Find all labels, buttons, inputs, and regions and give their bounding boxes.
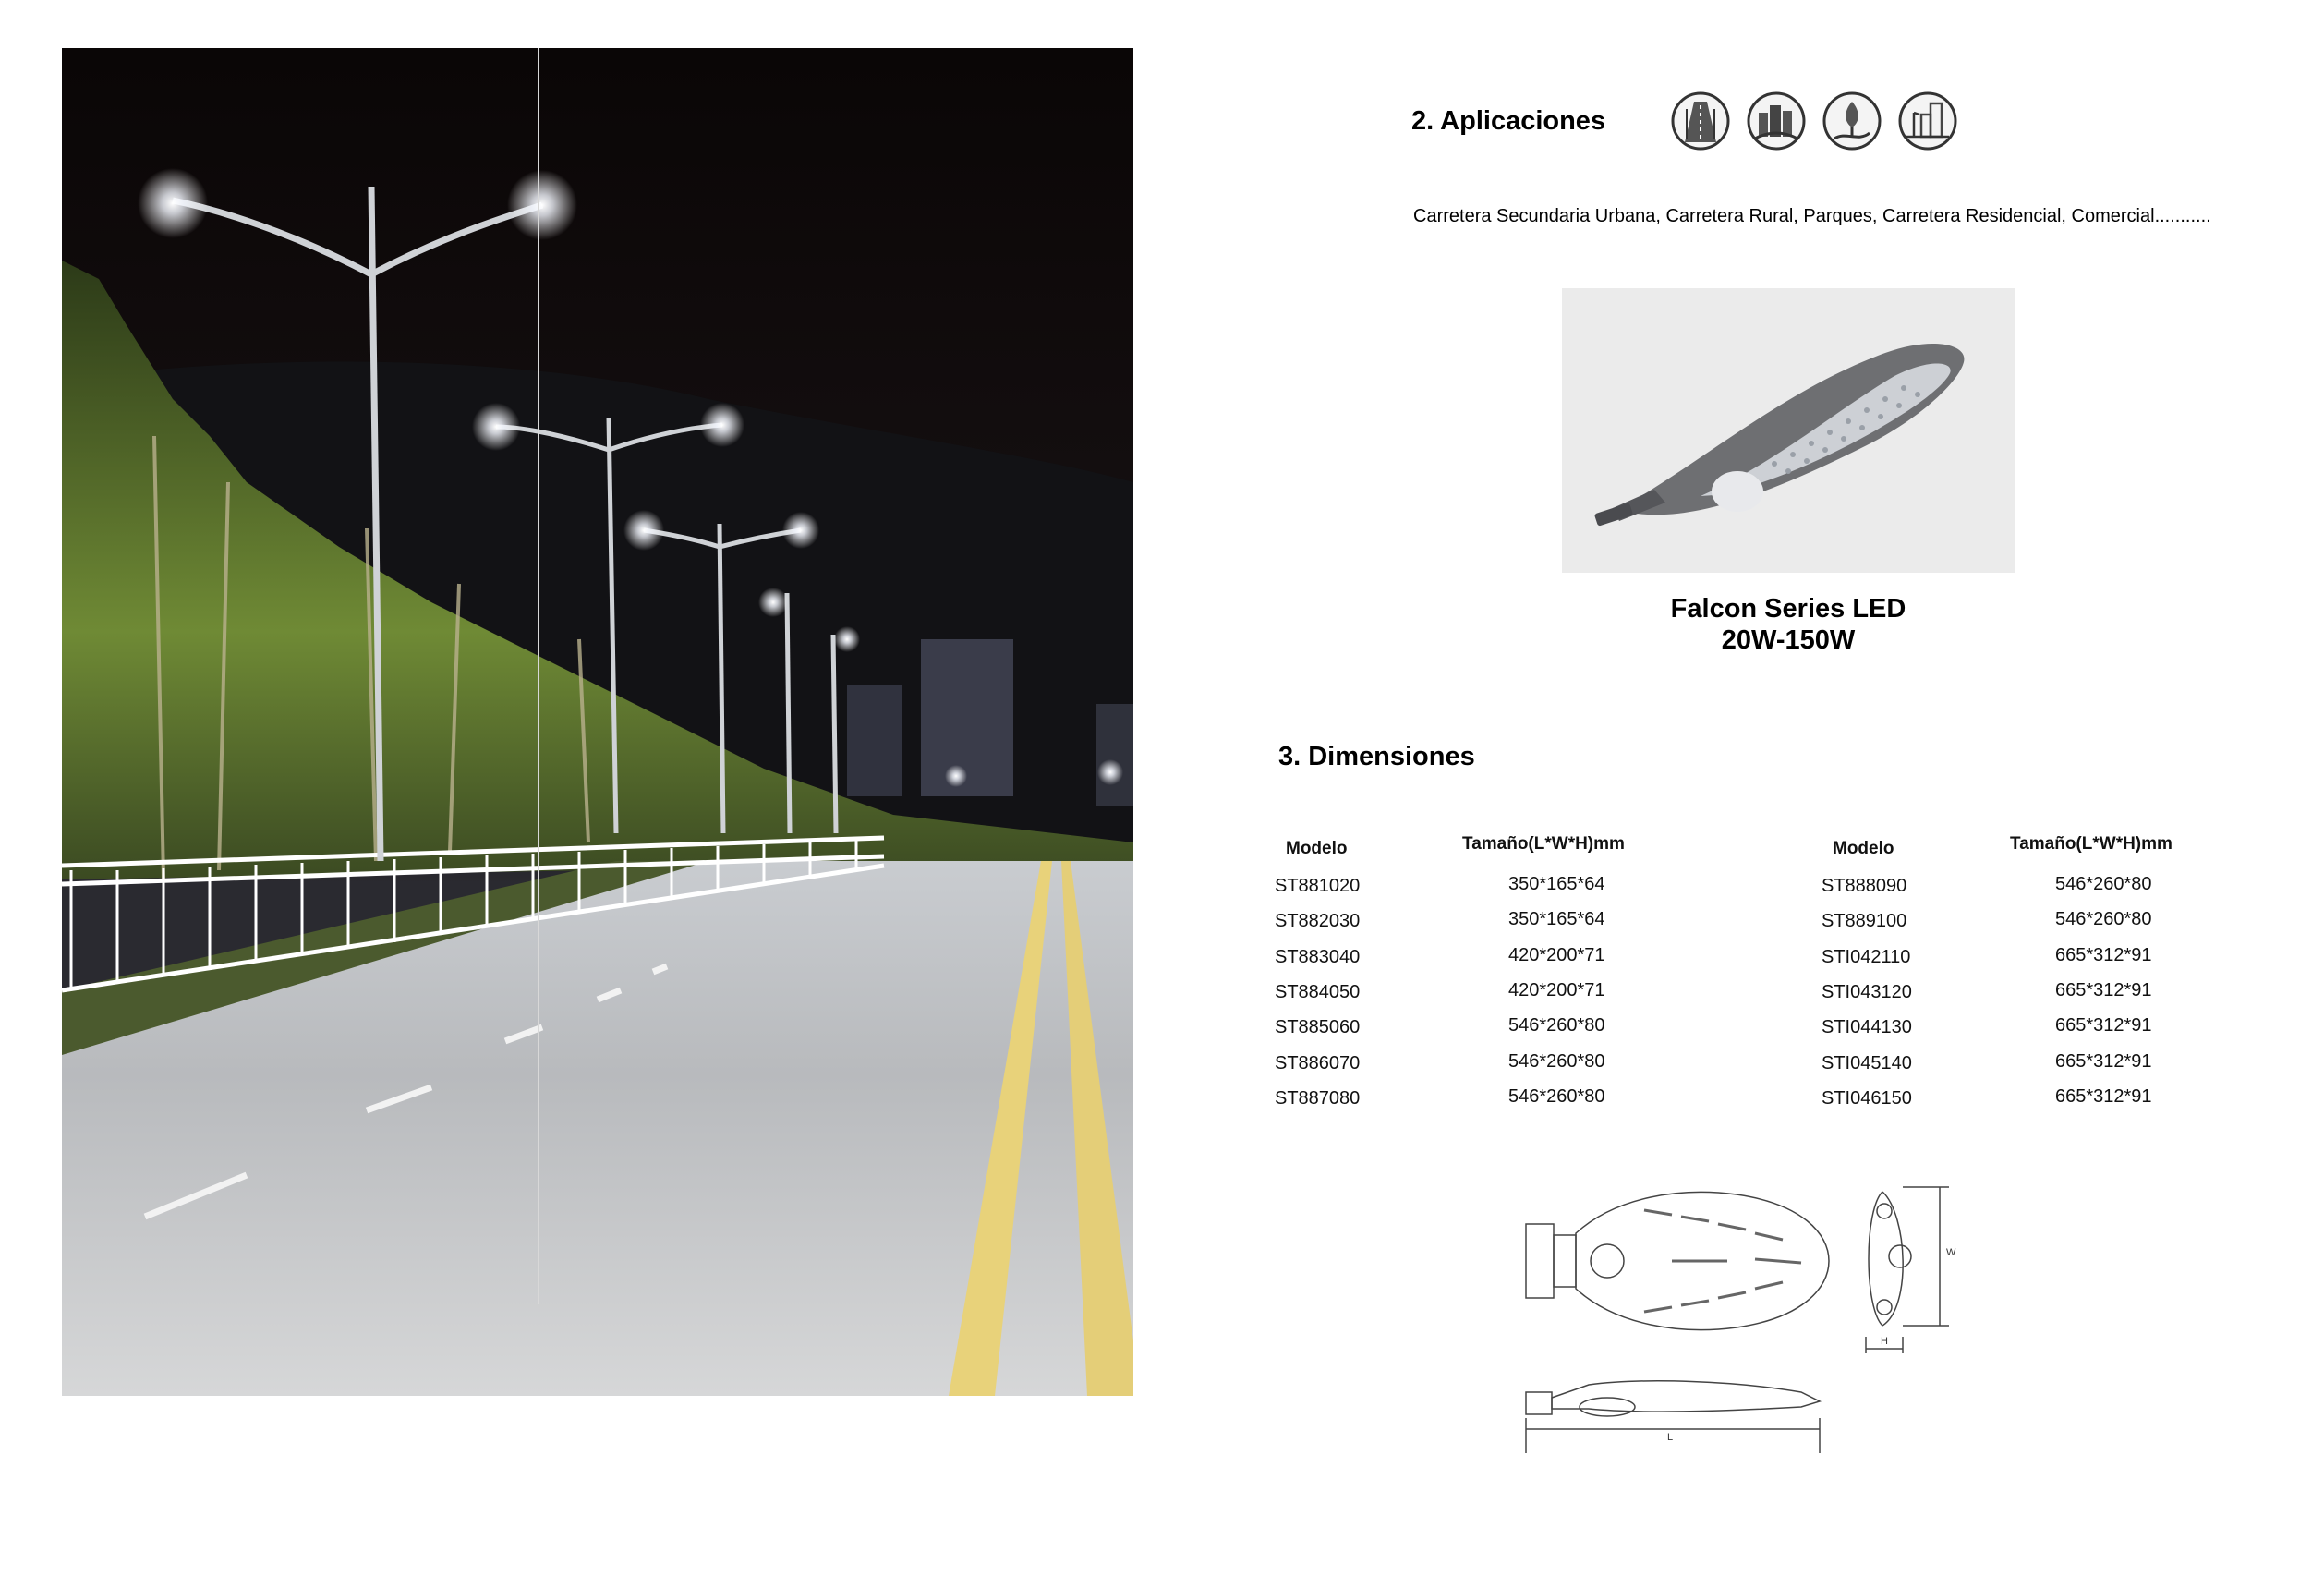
size-cell: 546*260*80 <box>1508 1050 1605 1072</box>
model-cell: ST888090 <box>1822 876 1907 896</box>
size-cell: 665*312*91 <box>2055 1085 2152 1107</box>
model-cell: ST883040 <box>1275 946 1361 967</box>
label-h: H <box>1881 1336 1888 1347</box>
size-cell: 546*260*80 <box>1508 1015 1605 1036</box>
city-icon <box>1746 91 1807 152</box>
model-cell: ST882030 <box>1275 911 1361 932</box>
model-cell: ST886070 <box>1275 1052 1361 1073</box>
model-cell: ST884050 <box>1275 981 1361 1002</box>
size-cell: 420*200*71 <box>1508 979 1605 1000</box>
model-cell: STI044130 <box>1822 1017 1912 1038</box>
model-cell: STI043120 <box>1822 981 1912 1002</box>
model-cell: STI046150 <box>1822 1087 1912 1109</box>
applications-heading: 2. Aplicaciones <box>1411 106 1606 136</box>
model-cell: ST889100 <box>1822 911 1907 932</box>
size-cell: 665*312*91 <box>2055 979 2152 1000</box>
column-header-model: Modelo <box>1286 839 1348 858</box>
size-cell: 546*260*80 <box>2055 909 2152 930</box>
model-cell: ST887080 <box>1275 1087 1361 1109</box>
street-photo <box>62 48 1133 1396</box>
product-caption <box>1562 593 2015 656</box>
model-cell: STI042110 <box>1822 946 1911 967</box>
column-header-size: Tamaño(L*W*H)mm <box>1462 834 1625 854</box>
size-cell: 546*260*80 <box>1508 1085 1605 1107</box>
application-icons <box>1670 91 1958 152</box>
model-cell: ST885060 <box>1275 1017 1361 1038</box>
park-icon <box>1822 91 1882 152</box>
size-cell: 665*312*91 <box>2055 944 2152 965</box>
dimensions-table-right <box>1822 834 2246 1116</box>
model-cell: ST881020 <box>1275 876 1361 896</box>
product-power: 20W-150W <box>1721 625 1856 655</box>
product-image <box>1562 288 2015 573</box>
column-header-size: Tamaño(L*W*H)mm <box>2010 834 2173 854</box>
road-icon <box>1670 91 1731 152</box>
size-cell: 665*312*91 <box>2055 1015 2152 1036</box>
label-l: L <box>1667 1432 1674 1443</box>
column-header-model: Modelo <box>1833 839 1894 858</box>
size-cell: 350*165*64 <box>1508 874 1605 894</box>
residential-icon <box>1897 91 1958 152</box>
dimensions-table-left <box>1275 834 1700 1116</box>
size-cell: 665*312*91 <box>2055 1050 2152 1072</box>
size-cell: 420*200*71 <box>1508 944 1605 965</box>
size-cell: 546*260*80 <box>2055 874 2152 894</box>
label-w: W <box>1946 1247 1956 1258</box>
dimension-drawing <box>1496 1159 1986 1492</box>
product-name: Falcon Series LED <box>1670 594 1906 624</box>
dimensions-heading: 3. Dimensiones <box>1278 742 1475 771</box>
applications-list: Carretera Secundaria Urbana, Carretera Rural, Parques, Carretera Residencial, Comercial........... <box>1413 206 2211 226</box>
size-cell: 350*165*64 <box>1508 909 1605 930</box>
model-cell: STI045140 <box>1822 1052 1912 1073</box>
